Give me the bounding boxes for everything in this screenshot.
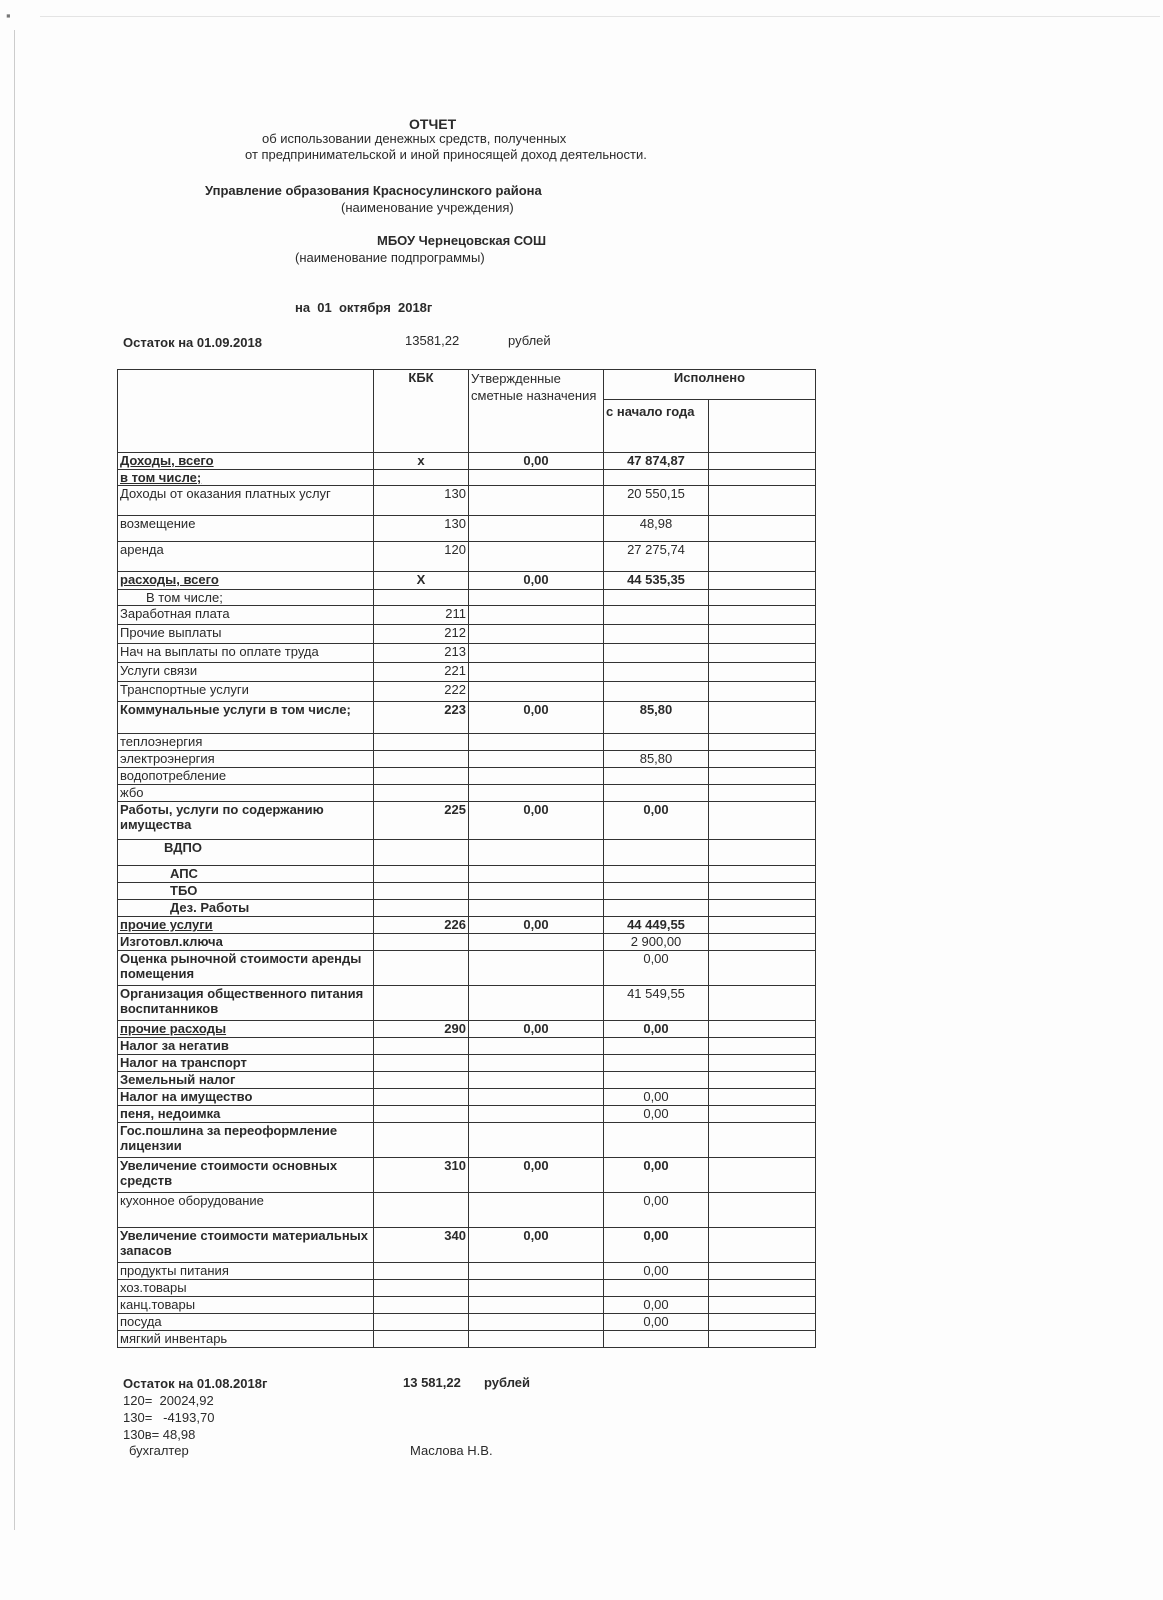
row-label: Работы, услуги по содержанию имущества [118,802,374,840]
row-kbk: Х [374,572,469,590]
row-ytd: 0,00 [604,1297,709,1314]
row-approved [469,590,604,606]
row-ytd: 0,00 [604,1158,709,1193]
row-label: хоз.товары [118,1280,374,1297]
row-extra [709,1297,816,1314]
table-row [118,1280,816,1297]
table-row [118,542,816,572]
subprogram-caption: (наименование подпрограммы) [295,250,485,265]
row-label: ТБО [118,883,374,900]
accountant-label: бухгалтер [129,1443,189,1458]
row-ytd [604,1123,709,1158]
row-approved [469,663,604,682]
table-row [118,644,816,663]
row-ytd [604,1280,709,1297]
row-label: Коммунальные услуги в том числе; [118,702,374,734]
row-approved: 0,00 [469,572,604,590]
row-ytd [604,1038,709,1055]
row-extra [709,1089,816,1106]
row-label: Заработная плата [118,606,374,625]
row-label: Налог на имущество [118,1089,374,1106]
table-row [118,934,816,951]
row-approved [469,951,604,986]
row-approved: 0,00 [469,1021,604,1038]
balance-line-130v: 130в= 48,98 [123,1427,196,1442]
row-approved [469,1331,604,1348]
row-kbk [374,1089,469,1106]
table-row [118,785,816,802]
report-table-body [118,453,816,1348]
row-kbk: 290 [374,1021,469,1038]
header-extra [709,400,816,453]
table-row [118,768,816,785]
row-label: Доходы, всего [118,453,374,470]
row-extra [709,1158,816,1193]
row-kbk: 213 [374,644,469,663]
row-extra [709,883,816,900]
table-row [118,866,816,883]
row-approved [469,866,604,883]
row-kbk [374,1055,469,1072]
row-extra [709,1021,816,1038]
row-kbk: 221 [374,663,469,682]
table-row [118,1106,816,1123]
row-approved [469,934,604,951]
header-ytd: с начало года [604,400,709,453]
row-kbk [374,751,469,768]
row-approved [469,840,604,866]
table-row [118,625,816,644]
table-row [118,606,816,625]
report-subtitle-1: об использовании денежных средств, полученных [262,131,567,146]
row-ytd [604,1331,709,1348]
row-label: прочие услуги [118,917,374,934]
row-approved [469,1193,604,1228]
row-ytd: 85,80 [604,702,709,734]
table-row [118,1263,816,1280]
institution-name: Управление образования Красносулинского района [205,183,542,198]
row-approved [469,785,604,802]
opening-balance-unit: рублей [508,333,551,348]
row-ytd [604,663,709,682]
row-extra [709,516,816,542]
row-extra [709,1123,816,1158]
row-approved [469,768,604,785]
table-row [118,1228,816,1263]
row-extra [709,1072,816,1089]
row-kbk: 120 [374,542,469,572]
row-extra [709,734,816,751]
report-table [117,369,816,1348]
row-kbk [374,986,469,1021]
row-label: кухонное оборудование [118,1193,374,1228]
row-extra [709,1193,816,1228]
row-ytd [604,1072,709,1089]
row-ytd [604,644,709,663]
row-kbk [374,785,469,802]
row-label: электроэнергия [118,751,374,768]
header-approved: Утвержденные сметные назначения [469,370,604,453]
row-approved [469,516,604,542]
row-ytd [604,1055,709,1072]
table-row [118,1314,816,1331]
row-ytd: 0,00 [604,1089,709,1106]
row-label: Нач на выплаты по оплате труда [118,644,374,663]
row-extra [709,840,816,866]
row-extra [709,986,816,1021]
row-label: Прочие выплаты [118,625,374,644]
row-ytd: 44 449,55 [604,917,709,934]
row-ytd: 0,00 [604,802,709,840]
row-extra [709,866,816,883]
table-row [118,682,816,702]
row-extra [709,470,816,486]
row-kbk [374,900,469,917]
row-extra [709,1038,816,1055]
row-ytd: 41 549,55 [604,986,709,1021]
row-ytd [604,625,709,644]
table-row [118,1297,816,1314]
row-label: аренда [118,542,374,572]
row-ytd: 85,80 [604,751,709,768]
row-extra [709,453,816,470]
table-row [118,453,816,470]
row-ytd: 48,98 [604,516,709,542]
row-extra [709,625,816,644]
row-ytd [604,883,709,900]
row-approved [469,542,604,572]
table-row [118,802,816,840]
row-extra [709,1280,816,1297]
row-extra [709,682,816,702]
row-extra [709,751,816,768]
row-ytd: 47 874,87 [604,453,709,470]
row-approved: 0,00 [469,802,604,840]
scan-edge-top [40,16,1160,17]
report-date: на 01 октября 2018г [295,300,433,315]
row-label: Транспортные услуги [118,682,374,702]
row-approved [469,751,604,768]
row-kbk: 310 [374,1158,469,1193]
table-row [118,734,816,751]
closing-balance-unit: рублей [484,1375,531,1390]
row-extra [709,934,816,951]
row-kbk: 222 [374,682,469,702]
row-extra [709,663,816,682]
row-approved [469,1123,604,1158]
row-approved [469,1297,604,1314]
table-row [118,840,816,866]
row-approved [469,606,604,625]
row-ytd [604,470,709,486]
row-kbk [374,1280,469,1297]
row-ytd: 0,00 [604,1106,709,1123]
row-kbk [374,470,469,486]
scan-edge-left [14,30,15,1530]
closing-balance-value: 13 581,22 [403,1375,461,1390]
row-label: мягкий инвентарь [118,1331,374,1348]
table-row [118,1193,816,1228]
row-label: Увеличение стоимости материальных запасов [118,1228,374,1263]
table-row [118,883,816,900]
row-kbk: 130 [374,486,469,516]
scan-mark-icon: ▪ [6,8,11,23]
balance-line-120: 120= 20024,92 [123,1393,214,1408]
table-row [118,951,816,986]
row-approved: 0,00 [469,702,604,734]
row-kbk: 226 [374,917,469,934]
row-extra [709,572,816,590]
row-kbk [374,934,469,951]
row-kbk [374,768,469,785]
row-kbk: 225 [374,802,469,840]
row-extra [709,802,816,840]
row-kbk [374,1193,469,1228]
row-extra [709,951,816,986]
row-label: АПС [118,866,374,883]
row-label: жбо [118,785,374,802]
header-item-cell [118,370,374,453]
table-row [118,1038,816,1055]
table-row [118,1089,816,1106]
row-ytd [604,734,709,751]
row-kbk [374,883,469,900]
table-row [118,751,816,768]
accountant-name: Маслова Н.В. [410,1443,493,1458]
row-ytd: 0,00 [604,1263,709,1280]
subprogram-name: МБОУ Чернецовская СОШ [377,233,547,248]
row-label: возмещение [118,516,374,542]
row-approved [469,986,604,1021]
row-extra [709,486,816,516]
row-kbk [374,1072,469,1089]
table-row [118,663,816,682]
row-extra [709,1314,816,1331]
row-extra [709,1228,816,1263]
row-label: ВДПО [118,840,374,866]
row-extra [709,606,816,625]
row-approved: 0,00 [469,453,604,470]
row-ytd [604,866,709,883]
table-row [118,986,816,1021]
row-ytd: 0,00 [604,951,709,986]
row-label: Дез. Работы [118,900,374,917]
row-extra [709,590,816,606]
row-approved [469,1280,604,1297]
row-ytd: 0,00 [604,1314,709,1331]
row-approved [469,1055,604,1072]
table-row [118,1072,816,1089]
row-kbk [374,866,469,883]
table-row [118,1158,816,1193]
row-label: Увеличение стоимости основных средств [118,1158,374,1193]
row-approved [469,900,604,917]
row-kbk: х [374,453,469,470]
table-row [118,1331,816,1348]
row-kbk [374,1263,469,1280]
row-approved [469,1089,604,1106]
report-title: ОТЧЕТ [409,116,457,132]
table-row [118,900,816,917]
row-approved: 0,00 [469,1158,604,1193]
row-ytd [604,606,709,625]
opening-balance-value: 13581,22 [405,333,460,348]
row-label: Услуги связи [118,663,374,682]
row-extra [709,768,816,785]
table-row [118,516,816,542]
row-kbk [374,1331,469,1348]
row-label: водопотребление [118,768,374,785]
row-label: В том числе; [118,590,374,606]
row-ytd: 20 550,15 [604,486,709,516]
row-ytd: 27 275,74 [604,542,709,572]
report-subtitle-2: от предпринимательской и иной приносящей доход деятельности. [245,147,647,162]
row-label: канц.товары [118,1297,374,1314]
row-kbk: 211 [374,606,469,625]
row-kbk: 130 [374,516,469,542]
row-extra [709,917,816,934]
row-label: Оценка рыночной стоимости аренды помещения [118,951,374,986]
row-approved [469,1038,604,1055]
row-approved [469,682,604,702]
row-label: в том числе; [118,470,374,486]
row-label: продукты питания [118,1263,374,1280]
balance-line-130: 130= -4193,70 [123,1410,215,1425]
row-approved [469,1314,604,1331]
row-kbk [374,840,469,866]
row-label: теплоэнергия [118,734,374,751]
row-label: пеня, недоимка [118,1106,374,1123]
row-ytd [604,785,709,802]
row-ytd: 0,00 [604,1228,709,1263]
row-kbk [374,590,469,606]
row-kbk [374,1106,469,1123]
row-ytd: 2 900,00 [604,934,709,951]
row-ytd: 44 535,35 [604,572,709,590]
row-label: Доходы от оказания платных услуг [118,486,374,516]
table-row [118,590,816,606]
row-approved [469,1106,604,1123]
row-extra [709,785,816,802]
row-extra [709,1263,816,1280]
row-label: Налог за негатив [118,1038,374,1055]
table-row [118,486,816,516]
row-ytd [604,768,709,785]
row-ytd [604,590,709,606]
row-extra [709,1055,816,1072]
table-row [118,1123,816,1158]
table-row [118,572,816,590]
row-label: посуда [118,1314,374,1331]
table-row [118,702,816,734]
row-label: Изготовл.ключа [118,934,374,951]
row-ytd: 0,00 [604,1021,709,1038]
row-approved [469,625,604,644]
row-approved [469,470,604,486]
row-label: Организация общественного питания воспитанников [118,986,374,1021]
row-ytd: 0,00 [604,1193,709,1228]
row-extra [709,702,816,734]
row-extra [709,900,816,917]
row-kbk [374,1297,469,1314]
table-row [118,1021,816,1038]
header-executed: Исполнено [604,370,816,400]
row-ytd [604,900,709,917]
row-label: Налог на транспорт [118,1055,374,1072]
row-label: прочие расходы [118,1021,374,1038]
row-approved [469,734,604,751]
row-approved [469,1263,604,1280]
row-approved [469,1072,604,1089]
row-approved [469,644,604,663]
institution-caption: (наименование учреждения) [341,200,514,215]
row-kbk [374,1123,469,1158]
row-approved: 0,00 [469,917,604,934]
header-kbk: КБК [374,370,469,453]
row-label: Гос.пошлина за переоформление лицензии [118,1123,374,1158]
closing-balance-label: Остаток на 01.08.2018г [123,1376,268,1391]
opening-balance-label: Остаток на 01.09.2018 [123,335,262,350]
row-ytd [604,840,709,866]
row-kbk: 340 [374,1228,469,1263]
row-label: расходы, всего [118,572,374,590]
row-extra [709,1331,816,1348]
table-row [118,917,816,934]
row-ytd [604,682,709,702]
row-approved: 0,00 [469,1228,604,1263]
row-approved [469,486,604,516]
table-row [118,1055,816,1072]
row-extra [709,644,816,663]
row-kbk [374,951,469,986]
row-kbk [374,1038,469,1055]
row-kbk: 212 [374,625,469,644]
row-extra [709,542,816,572]
row-kbk [374,734,469,751]
row-label: Земельный налог [118,1072,374,1089]
row-kbk [374,1314,469,1331]
row-extra [709,1106,816,1123]
row-kbk: 223 [374,702,469,734]
table-row [118,470,816,486]
row-approved [469,883,604,900]
